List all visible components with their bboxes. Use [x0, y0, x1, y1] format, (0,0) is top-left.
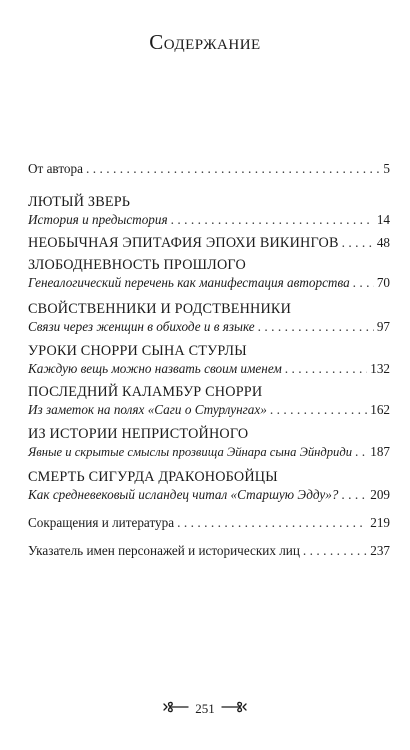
toc-leader-dots — [303, 542, 367, 560]
toc-entry-title: Сокращения и литература — [28, 515, 175, 530]
toc-page-number: 97 — [376, 319, 390, 334]
toc-leader-dots — [342, 234, 374, 252]
toc-entry-title: СВОЙСТВЕННИКИ И РОДСТВЕННИКИ — [28, 301, 292, 317]
toc-entry-title: НЕОБЫЧНАЯ ЭПИТАФИЯ ЭПОХИ ВИКИНГОВ — [28, 235, 339, 251]
toc-leader-dots — [258, 318, 374, 336]
toc-entry[interactable] — [28, 383, 390, 419]
toc-page-number: 5 — [383, 161, 390, 176]
toc-leader-dots — [355, 443, 367, 461]
toc-entry-title: ЗЛОБОДНЕВНОСТЬ ПРОШЛОГО — [28, 257, 246, 273]
toc-leader-dots — [177, 514, 367, 532]
toc-entry[interactable] — [28, 256, 390, 292]
ornament-swirl-left-icon — [163, 701, 189, 717]
toc-entry-title: УРОКИ СНОРРИ СЫНА СТУРЛЫ — [28, 343, 247, 359]
toc-page-number: 209 — [370, 487, 390, 502]
toc-entry-subtitle: Как средневековый исландец читал «Старшую Эдду»? — [28, 487, 339, 502]
toc-entry-title: ПОСЛЕДНИЙ КАЛАМБУР СНОРРИ — [28, 384, 263, 400]
toc-entry-subtitle: История и предыстория — [28, 212, 168, 227]
toc-entry-subtitle: Каждую вещь можно назвать своим именем — [28, 361, 282, 376]
toc-entry-subtitle: Из заметок на полях «Саги о Стурлунгах» — [28, 402, 267, 417]
toc-page-number: 219 — [370, 515, 390, 530]
toc-page-number: 132 — [370, 361, 390, 376]
toc-entry-subtitle: Явные и скрытые смыслы прозвища Эйнара сына Эйндриди — [28, 445, 353, 459]
toc-leader-dots — [270, 401, 367, 419]
page-title: Содержание — [149, 30, 261, 54]
toc-leader-dots — [171, 211, 374, 229]
toc-entry-title: СМЕРТЬ СИГУРДА ДРАКОНОБОЙЦЫ — [28, 469, 278, 485]
toc-entry[interactable] — [28, 234, 390, 252]
toc-entry[interactable] — [28, 514, 390, 532]
ornament-swirl-right-icon — [221, 701, 247, 717]
toc-entry-title: От автора — [28, 161, 83, 176]
toc-entry-subtitle: Генеалогический перечень как манифестация авторства — [28, 275, 350, 290]
toc-entry-subtitle: Связи через женщин в обиходе и в языке — [28, 319, 255, 334]
page-number: 251 — [195, 701, 215, 717]
toc-page-number: 70 — [376, 275, 390, 290]
toc-leader-dots — [353, 274, 374, 292]
toc-page-number: 187 — [370, 444, 390, 459]
toc-page-number: 162 — [370, 402, 390, 417]
toc-leader-dots — [341, 486, 367, 504]
page-footer — [0, 700, 410, 717]
toc-entry[interactable] — [28, 425, 390, 461]
toc-leader-dots — [86, 160, 380, 178]
toc-page-number: 14 — [376, 212, 390, 227]
toc-entry-title: Указатель имен персонажей и исторических лиц — [28, 543, 300, 558]
toc-entry[interactable] — [28, 193, 390, 229]
toc-page-number: 237 — [370, 543, 390, 558]
toc-entry-title: ЛЮТЫЙ ЗВЕРЬ — [28, 194, 131, 210]
toc-entry[interactable] — [28, 542, 390, 560]
toc-leader-dots — [285, 360, 367, 378]
toc-entry[interactable] — [28, 468, 390, 504]
toc-entry[interactable] — [28, 160, 390, 178]
toc-entry[interactable] — [28, 300, 390, 336]
toc-entry-title: ИЗ ИСТОРИИ НЕПРИСТОЙНОГО — [28, 426, 249, 442]
toc-page-number: 48 — [376, 235, 390, 250]
toc-entry[interactable] — [28, 342, 390, 378]
